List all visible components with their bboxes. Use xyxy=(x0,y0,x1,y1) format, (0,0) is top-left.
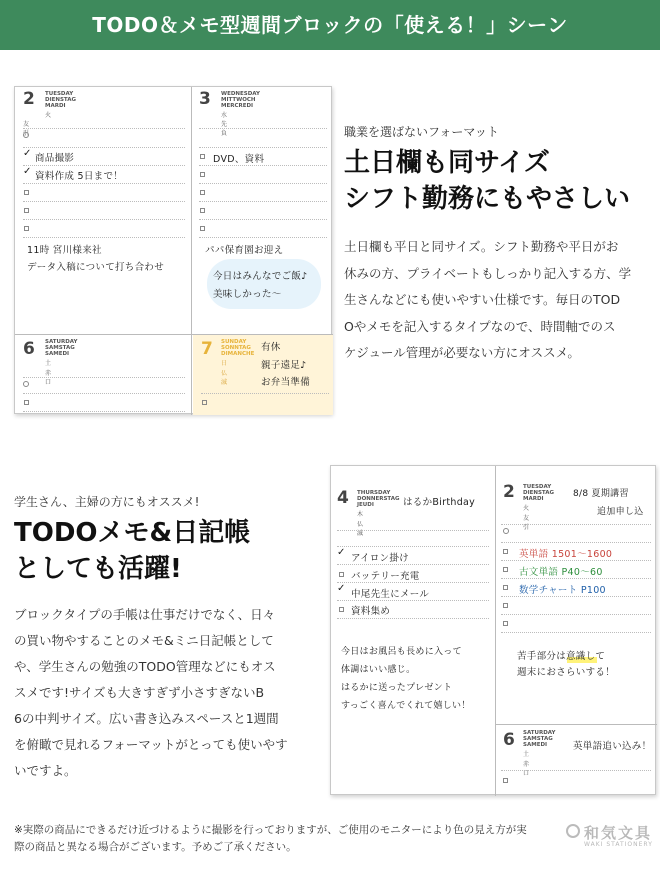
todo-item: アイロン掛け xyxy=(351,553,409,564)
day-name-en: TUESDAY xyxy=(45,91,74,97)
checkbox xyxy=(200,190,205,195)
checkbox xyxy=(339,607,344,612)
todo-item: 古文単語 P40～60 xyxy=(519,567,603,578)
memo-line: 有休 xyxy=(261,342,281,353)
line xyxy=(23,237,185,238)
section2-headline-2: としても活躍! xyxy=(14,554,182,584)
day-name-de: SAMSTAG xyxy=(45,345,75,351)
day-name-fr: MARDI xyxy=(45,103,66,109)
note-line: ※実際の商品にできるだけ近づけるように撮影を行っておりますが、ご使用のモニターにより色の見え方が実 xyxy=(14,824,527,836)
line xyxy=(199,219,327,220)
row-divider xyxy=(495,724,657,725)
line xyxy=(501,542,651,543)
body-line: 生さんなどにも使いやすい仕様です。毎日のTOD xyxy=(344,292,621,307)
line xyxy=(501,596,651,597)
logo-subtext: WAKI STATIONERY xyxy=(584,841,653,848)
day-title: 8/8 夏期講習 xyxy=(573,489,629,499)
day-name-en: SUNDAY xyxy=(221,339,247,345)
rokuyo: 先負 xyxy=(221,121,228,137)
day-name-en: SATURDAY xyxy=(45,339,78,345)
body-line: 休みの方、プライベートもしっかり記入する方、学 xyxy=(344,265,632,281)
rokuyo: 赤口 xyxy=(523,761,530,777)
day-kanji: 土 xyxy=(45,360,52,367)
line xyxy=(501,560,651,561)
day-kanji: 火 xyxy=(45,112,52,119)
checkbox xyxy=(202,400,207,405)
circle-marker xyxy=(503,528,509,534)
day-name-de: SONNTAG xyxy=(221,345,251,351)
checkbox xyxy=(339,572,344,577)
todo-item: 資料集め xyxy=(351,606,391,617)
line xyxy=(23,411,185,412)
checkbox xyxy=(24,400,29,405)
section1-headline-1: 土日欄も同サイズ xyxy=(344,148,550,178)
memo-line: お弁当準備 xyxy=(261,377,311,388)
memo-line: 親子遠足♪ xyxy=(261,360,307,371)
line xyxy=(337,582,489,583)
day-name-fr: MERCREDI xyxy=(221,103,254,109)
day-kanji: 木 xyxy=(357,511,364,518)
planner-photo-student-diary xyxy=(330,465,656,795)
day-name-en: THURSDAY xyxy=(357,490,391,496)
day-kanji: 日 xyxy=(221,360,228,367)
note-line: 際の商品と異なる場合がございます。予めご了承ください。 xyxy=(14,841,297,853)
checkmark-icon: ✓ xyxy=(337,547,346,558)
section1-headline-2: シフト勤務にもやさしい xyxy=(344,184,631,214)
todo-item: 英単語 1501～1600 xyxy=(519,549,613,560)
checkbox xyxy=(200,226,205,231)
day-name-fr: JEUDI xyxy=(357,502,374,508)
line xyxy=(23,128,185,129)
checkbox xyxy=(200,154,205,159)
checkbox xyxy=(503,585,508,590)
checkbox xyxy=(503,567,508,572)
memo-line: 苦手部分は意識して xyxy=(517,651,606,662)
line xyxy=(337,600,489,601)
body-line: の買い物やすることのメモ&ミニ日記帳として xyxy=(14,633,274,648)
day-number: 2 xyxy=(503,482,515,502)
line xyxy=(199,165,327,166)
day-name-fr: MARDI xyxy=(523,496,544,502)
todo-item: バッテリー充電 xyxy=(351,571,420,582)
line xyxy=(23,147,185,148)
line xyxy=(337,530,489,531)
line xyxy=(337,564,489,565)
logo-mark-icon xyxy=(566,824,580,838)
line xyxy=(199,128,327,129)
day-name-fr: DIMANCHE xyxy=(221,351,255,357)
line xyxy=(337,546,489,547)
todo-item: 商品撮影 xyxy=(35,153,75,164)
day-name-de: DIENSTAG xyxy=(523,490,555,496)
day-name-en: WEDNESDAY xyxy=(221,91,260,97)
page-banner: TODO＆メモ型週間ブロックの「使える！」シーン xyxy=(0,0,660,50)
day-name-fr: SAMEDI xyxy=(45,351,70,357)
line xyxy=(199,237,327,238)
checkbox xyxy=(503,549,508,554)
day-name-en: TUESDAY xyxy=(523,484,552,490)
line xyxy=(501,614,651,615)
memo-line: すっごく喜んでくれて嬉しい！ xyxy=(341,701,471,711)
body-line: いですよ。 xyxy=(14,763,77,778)
circle-marker xyxy=(23,381,29,387)
brand-logo xyxy=(566,822,656,854)
day-kanji: 火 xyxy=(523,505,530,512)
checkbox xyxy=(24,190,29,195)
body-line: Oやメモを記入するタイプなので、時間軸でのス xyxy=(344,318,616,334)
day-kanji: 水 xyxy=(221,112,228,119)
rokuyo: 赤口 xyxy=(45,370,52,386)
day-number: 3 xyxy=(199,89,211,109)
line xyxy=(23,165,185,166)
todo-item: 中尾先生にメール xyxy=(351,589,430,600)
checkbox xyxy=(503,778,508,783)
memo-line: 週末におさらいする！ xyxy=(517,667,616,678)
disclaimer-note xyxy=(14,822,554,856)
checkbox xyxy=(200,208,205,213)
day-name-en: SATURDAY xyxy=(523,730,556,736)
day-title: はるかBirthday xyxy=(403,497,476,508)
line xyxy=(199,201,327,202)
line xyxy=(23,201,185,202)
memo-line: はるかに送ったプレゼント xyxy=(341,683,453,693)
line xyxy=(501,632,651,633)
day-number: 6 xyxy=(503,730,515,750)
memo-line: パパ保育園お迎え xyxy=(205,245,284,256)
memo-line: 今日はみんなでご飯♪ xyxy=(213,271,308,282)
day-name-de: DIENSTAG xyxy=(45,97,77,103)
line xyxy=(337,618,489,619)
line xyxy=(23,219,185,220)
todo-item: 数学チャート P100 xyxy=(519,585,606,596)
section2-body xyxy=(14,602,288,784)
day-title: 英単語追い込み！ xyxy=(573,741,652,752)
section1-body xyxy=(344,234,631,367)
checkmark-icon: ✓ xyxy=(337,583,346,594)
checkbox xyxy=(200,172,205,177)
body-line: 土日欄も平日と同サイズ。シフト勤務や平日がお xyxy=(344,239,619,254)
todo-item: 資料作成 5日まで！ xyxy=(35,171,124,182)
body-line: スメです!サイズも大きすぎず小さすぎないB xyxy=(14,685,265,700)
checkbox xyxy=(24,226,29,231)
day-name-fr: SAMEDI xyxy=(523,742,548,748)
line xyxy=(501,578,651,579)
body-line: 6の中判サイズ。広い書き込みスペースと1週間 xyxy=(14,711,279,726)
day-number: 6 xyxy=(23,339,35,359)
memo-line: 今日はお風呂も長めに入って xyxy=(341,647,462,657)
checkbox xyxy=(503,603,508,608)
section1-subtitle: 職業を選ばないフォーマット xyxy=(344,125,499,139)
rokuyo: 仏滅 xyxy=(357,521,364,537)
column-divider xyxy=(191,87,192,415)
checkbox xyxy=(503,621,508,626)
line xyxy=(199,183,327,184)
day-number: 7 xyxy=(201,339,213,359)
memo-cloud-highlight xyxy=(207,259,321,309)
day-name-de: MITTWOCH xyxy=(221,97,256,103)
logo-text: 和気文具 xyxy=(584,824,653,842)
section2-subtitle: 学生さん、主婦の方にもオススメ! xyxy=(14,495,200,509)
day-title-2: 追加申し込 xyxy=(597,507,644,517)
column-divider xyxy=(495,466,496,796)
checkmark-icon: ✓ xyxy=(23,148,32,159)
memo-line: 11時 宮川様来社 xyxy=(27,245,102,256)
circle-marker xyxy=(23,132,29,138)
section2-headline-1: TODOメモ&日記帳 xyxy=(14,518,251,548)
todo-item: DVD、資料 xyxy=(213,154,265,165)
line xyxy=(501,524,651,525)
memo-line: 美味しかった～ xyxy=(213,289,282,300)
day-kanji: 土 xyxy=(523,751,530,758)
day-number: 4 xyxy=(337,488,349,508)
planner-photo-weekly-shift xyxy=(14,86,332,414)
day-number: 2 xyxy=(23,89,35,109)
body-line: を俯瞰で見れるフォーマットがとっても使いやす xyxy=(14,737,288,752)
rokuyo: 友引 xyxy=(523,515,530,531)
line xyxy=(199,147,327,148)
line xyxy=(201,393,329,394)
day-name-de: SAMSTAG xyxy=(523,736,553,742)
rokuyo: 友引 xyxy=(23,121,30,137)
line xyxy=(23,183,185,184)
line xyxy=(501,770,651,771)
day-name-de: DONNERSTAG xyxy=(357,496,400,502)
rokuyo: 仏滅 xyxy=(221,370,228,386)
line xyxy=(23,377,185,378)
checkmark-icon: ✓ xyxy=(23,166,32,177)
checkbox xyxy=(24,208,29,213)
body-line: ブロックタイプの手帳は仕事だけでなく、日々 xyxy=(14,607,276,622)
memo-line: データ入稿について打ち合わせ xyxy=(27,262,165,273)
memo-line: 体調はいい感じ。 xyxy=(341,665,416,675)
body-line: ケジュール管理が必要ない方にオススメ。 xyxy=(344,345,580,360)
line xyxy=(23,393,185,394)
body-line: や、学生さんの勉強のTODO管理などにもオス xyxy=(14,659,276,674)
